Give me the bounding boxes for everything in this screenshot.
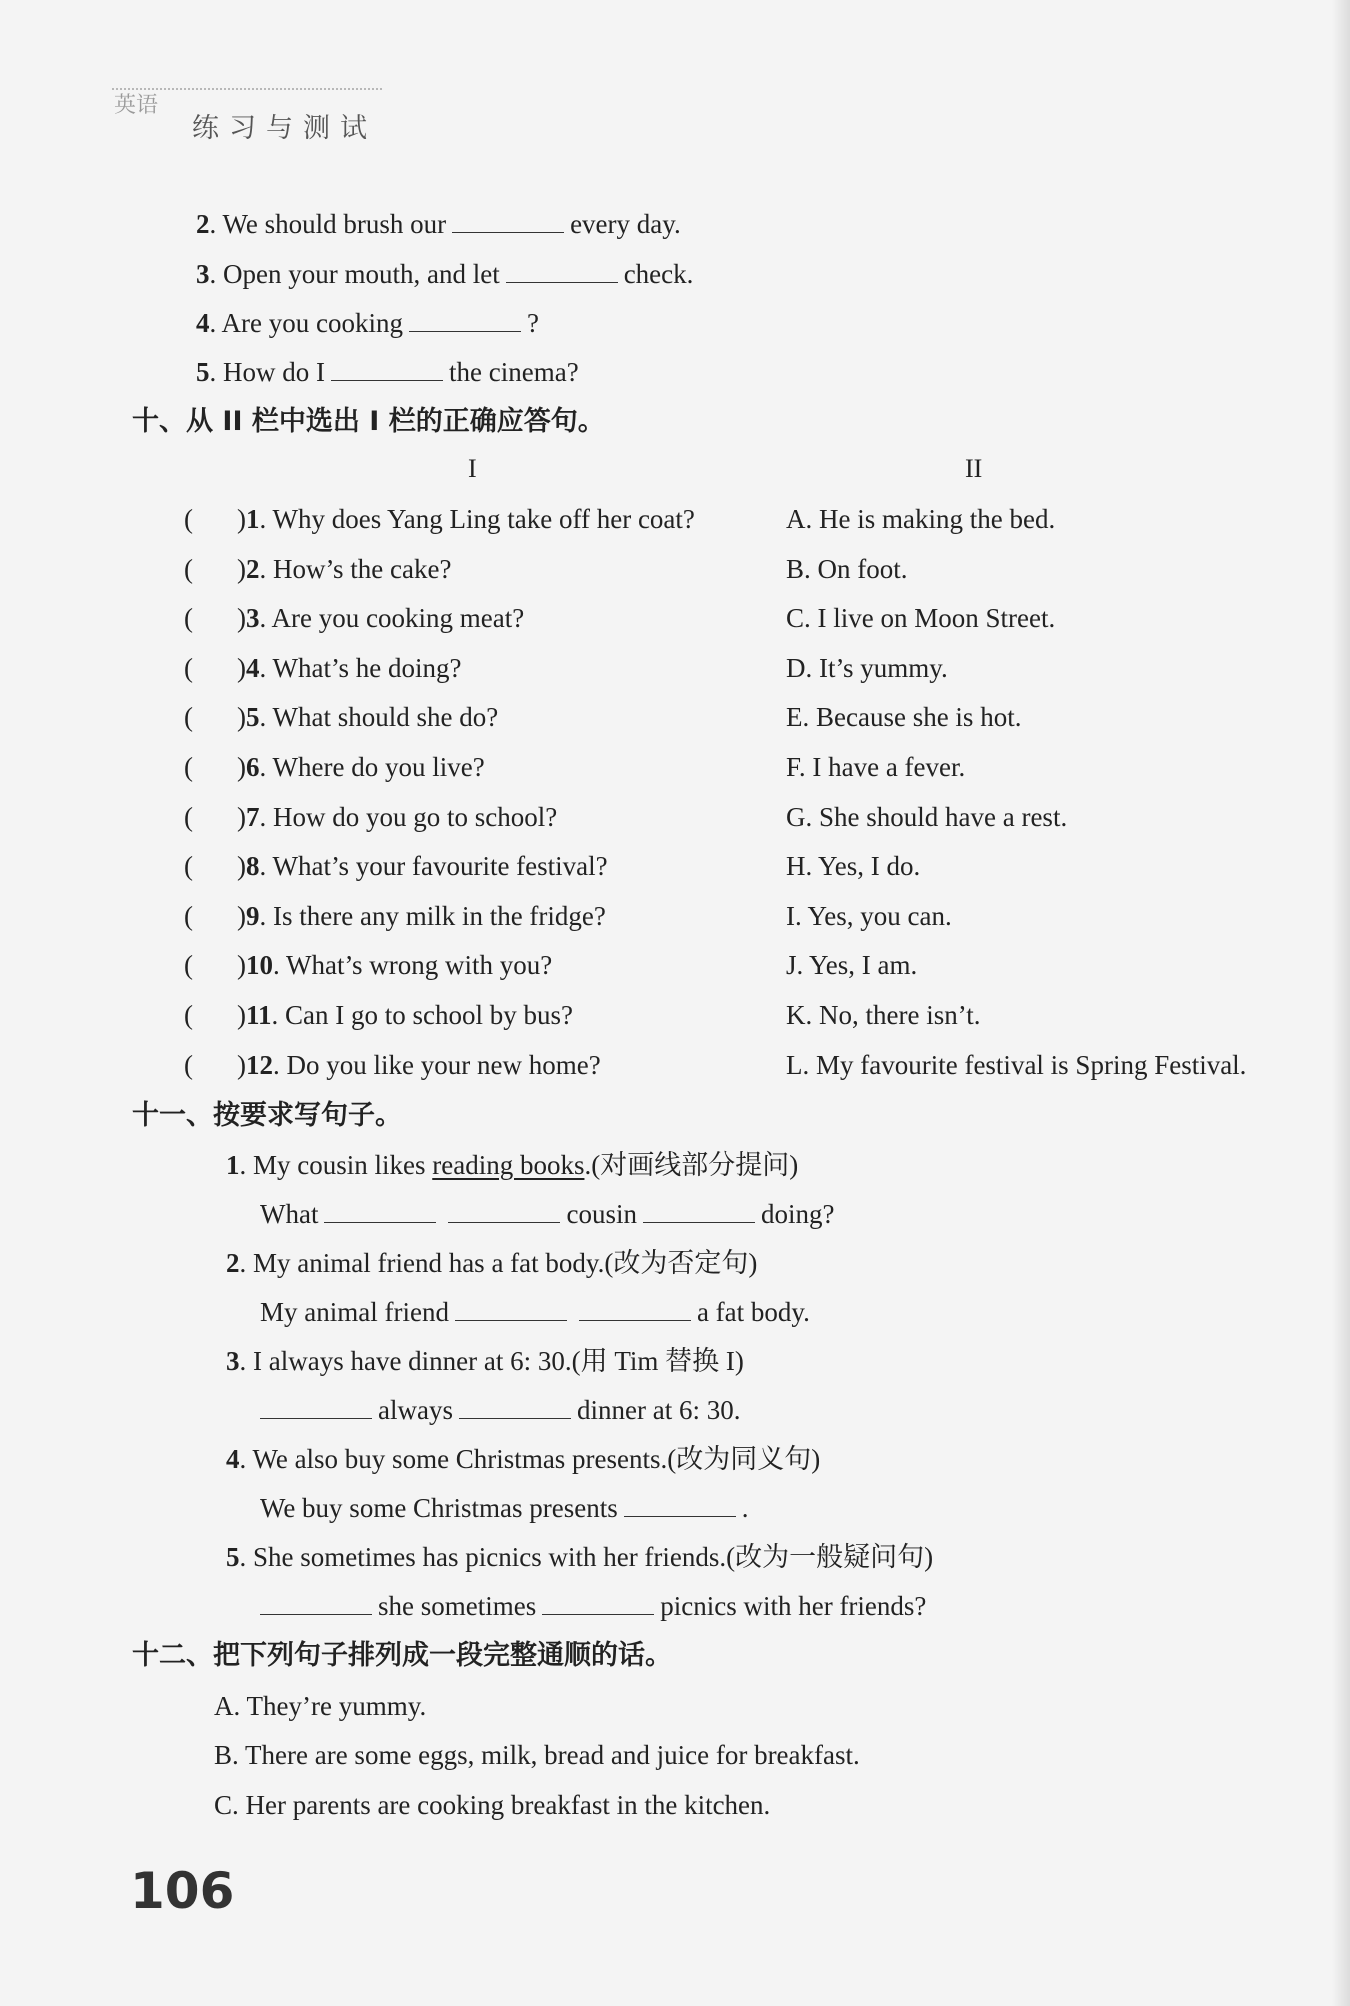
matching-answer-row: D. It’s yummy. — [786, 653, 948, 683]
answer-paren[interactable]: ( ) — [184, 1050, 246, 1080]
rewrite-answer: What cousin doing? — [260, 1199, 835, 1229]
matching-question-row: ( )5. What should she do? — [184, 702, 499, 732]
ordering-sentence: B. There are some eggs, milk, bread and juice for breakfast. — [214, 1740, 860, 1770]
rewrite-answer: We buy some Christmas presents . — [260, 1493, 749, 1523]
answer-blank[interactable] — [579, 1298, 691, 1321]
answer-paren[interactable]: ( ) — [184, 802, 246, 832]
answer-blank[interactable] — [452, 210, 564, 233]
matching-question-row: ( )10. What’s wrong with you? — [184, 950, 553, 980]
matching-answer-row: L. My favourite festival is Spring Festival. — [786, 1050, 1247, 1080]
rewrite-answer: she sometimes picnics with her friends? — [254, 1590, 926, 1622]
answer-paren[interactable]: ( ) — [184, 653, 246, 683]
answer-paren[interactable]: ( ) — [184, 950, 246, 980]
matching-answer-row: B. On foot. — [786, 554, 908, 584]
ordering-sentence: C. Her parents are cooking breakfast in the kitchen. — [214, 1790, 771, 1820]
matching-answer-row: G. She should have a rest. — [786, 802, 1068, 832]
section-12-title: 十二、把下列句子排列成一段完整通顺的话。 — [132, 1640, 672, 1671]
answer-paren[interactable]: ( ) — [184, 504, 246, 534]
page-header — [112, 88, 382, 144]
answer-blank[interactable] — [260, 1592, 372, 1615]
matching-question-row: ( )6. Where do you live? — [184, 752, 485, 782]
rewrite-question: 4. We also buy some Christmas presents.(改为同义句) — [226, 1444, 821, 1474]
answer-blank[interactable] — [643, 1200, 755, 1223]
answer-blank[interactable] — [506, 260, 618, 283]
section-10-title: 十、从 II 栏中选出 I 栏的正确应答句。 — [132, 406, 605, 437]
column-1-header: I — [468, 454, 477, 483]
matching-question-row: ( )2. How’s the cake? — [184, 554, 452, 584]
answer-paren[interactable]: ( ) — [184, 554, 246, 584]
matching-answer-row: F. I have a fever. — [786, 752, 966, 782]
underlined-phrase: reading books — [432, 1150, 585, 1180]
matching-question-row: ( )12. Do you like your new home? — [184, 1050, 601, 1080]
rewrite-question: 1. My cousin likes reading books.(对画线部分提问) — [226, 1150, 799, 1180]
answer-paren[interactable]: ( ) — [184, 752, 246, 782]
subject-tag: 英语 — [114, 93, 159, 118]
fill-item: 5. How do I the cinema? — [196, 357, 579, 387]
page-number: 106 — [130, 1862, 235, 1920]
answer-blank[interactable] — [459, 1396, 571, 1419]
ordering-sentence: A. They’re yummy. — [214, 1691, 427, 1721]
matching-answer-row: J. Yes, I am. — [786, 950, 918, 980]
matching-answer-row: A. He is making the bed. — [786, 504, 1056, 534]
matching-answer-row: K. No, there isn’t. — [786, 1000, 981, 1030]
matching-question-row: ( )8. What’s your favourite festival? — [184, 851, 608, 881]
fill-item: 4. Are you cooking ? — [196, 308, 539, 338]
matching-answer-row: C. I live on Moon Street. — [786, 603, 1056, 633]
rewrite-question: 3. I always have dinner at 6: 30.(用 Tim 替换 I) — [226, 1346, 744, 1376]
rewrite-question: 2. My animal friend has a fat body.(改为否定句) — [226, 1248, 758, 1278]
column-2-header: II — [965, 454, 983, 483]
matching-question-row: ( )11. Can I go to school by bus? — [184, 1000, 573, 1030]
answer-blank[interactable] — [260, 1396, 372, 1419]
answer-blank[interactable] — [624, 1494, 736, 1517]
rewrite-question: 5. She sometimes has picnics with her friends.(改为一般疑问句) — [226, 1542, 934, 1572]
rewrite-answer: always dinner at 6: 30. — [254, 1394, 740, 1426]
answer-blank[interactable] — [409, 309, 521, 332]
matching-answer-row: E. Because she is hot. — [786, 702, 1022, 732]
matching-answer-row: H. Yes, I do. — [786, 851, 921, 881]
book-title: 练习与测试 — [192, 113, 377, 144]
answer-blank[interactable] — [448, 1200, 560, 1223]
matching-answer-row: I. Yes, you can. — [786, 901, 952, 931]
section-11-title: 十一、按要求写句子。 — [132, 1100, 402, 1131]
matching-question-row: ( )9. Is there any milk in the fridge? — [184, 901, 606, 931]
answer-blank[interactable] — [455, 1298, 567, 1321]
answer-blank[interactable] — [542, 1592, 654, 1615]
matching-question-row: ( )3. Are you cooking meat? — [184, 603, 525, 633]
answer-paren[interactable]: ( ) — [184, 1000, 246, 1030]
rewrite-answer: My animal friend a fat body. — [260, 1297, 810, 1327]
fill-item: 2. We should brush our every day. — [196, 209, 681, 239]
answer-blank[interactable] — [331, 358, 443, 381]
answer-paren[interactable]: ( ) — [184, 702, 246, 732]
matching-question-row: ( )4. What’s he doing? — [184, 653, 462, 683]
answer-paren[interactable]: ( ) — [184, 851, 246, 881]
matching-question-row: ( )1. Why does Yang Ling take off her coat? — [184, 504, 695, 534]
matching-question-row: ( )7. How do you go to school? — [184, 802, 558, 832]
answer-paren[interactable]: ( ) — [184, 603, 246, 633]
answer-paren[interactable]: ( ) — [184, 901, 246, 931]
answer-blank[interactable] — [324, 1200, 436, 1223]
fill-item: 3. Open your mouth, and let check. — [196, 259, 694, 289]
